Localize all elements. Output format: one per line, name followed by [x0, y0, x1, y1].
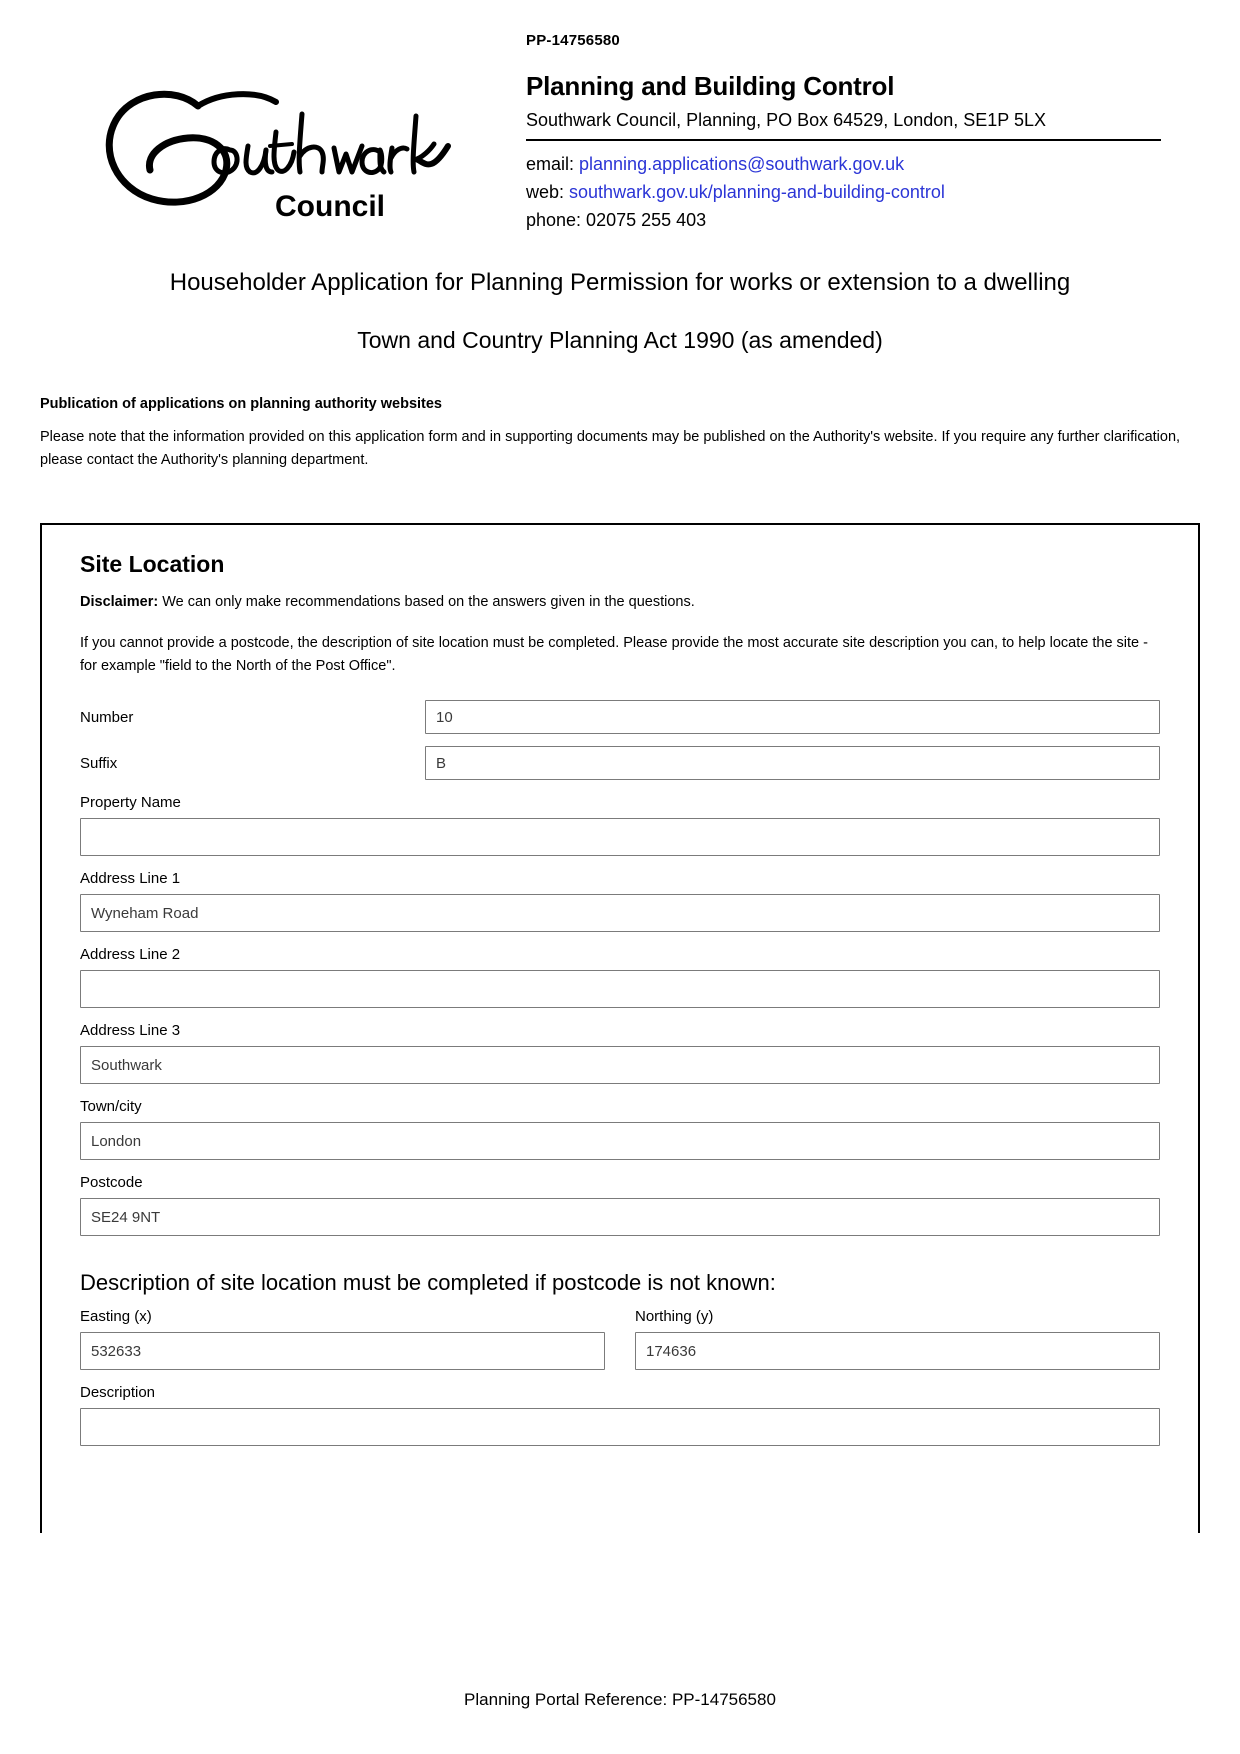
easting-input[interactable]: 532633	[80, 1332, 605, 1370]
header-address: Southwark Council, Planning, PO Box 64529, London, SE1P 5LX	[526, 110, 1047, 130]
footer-reference: Planning Portal Reference: PP-14756580	[464, 1690, 776, 1709]
address-line-2-input[interactable]	[80, 970, 1160, 1008]
address-line-1-input[interactable]: Wyneham Road	[80, 894, 1160, 932]
address-line-2-label: Address Line 2	[80, 946, 181, 964]
description-input[interactable]	[80, 1408, 1160, 1446]
easting-label: Easting (x)	[80, 1308, 152, 1326]
section-title: Site Location	[80, 551, 225, 578]
site-description-heading: Description of site location must be completed if postcode is not known:	[80, 1270, 776, 1296]
easting-group	[80, 1308, 605, 1370]
address-line-3-label: Address Line 3	[80, 1022, 181, 1040]
northing-group	[635, 1308, 1160, 1370]
email-label: email:	[526, 154, 580, 174]
document-title: Householder Application for Planning Permission for works or extension to a dwelling	[169, 269, 1071, 297]
header-divider	[526, 139, 1161, 141]
address-line-3-input[interactable]: Southwark	[80, 1046, 1160, 1084]
header-web-line	[526, 179, 1200, 205]
northing-input[interactable]: 174636	[635, 1332, 1160, 1370]
number-row	[80, 700, 1160, 734]
web-link[interactable]: southwark.gov.uk/planning-and-building-control	[569, 182, 945, 203]
disclaimer	[80, 592, 1160, 614]
postcode-label: Postcode	[80, 1174, 143, 1192]
publication-heading: Publication of applications on planning authority websites	[40, 396, 442, 413]
town-city-label: Town/city	[80, 1098, 142, 1116]
header-phone-line: phone: 02075 255 403	[526, 210, 707, 231]
number-input[interactable]: 10	[425, 700, 1160, 734]
pp-reference: PP-14756580	[526, 32, 620, 49]
site-location-section	[40, 523, 1200, 1533]
number-label: Number	[80, 708, 134, 726]
coordinates-row	[80, 1308, 1160, 1370]
northing-label: Northing (y)	[635, 1308, 714, 1326]
publication-body: Please note that the information provided on this application form and in supporting documents may be published on the Authority's website. If you require any further clarification, please contact the Authority's planning department.	[40, 429, 1181, 468]
disclaimer-label: Disclaimer:	[80, 594, 159, 611]
property-name-input[interactable]	[80, 818, 1160, 856]
postcode-input[interactable]: SE24 9NT	[80, 1198, 1160, 1236]
council-logo	[40, 26, 520, 224]
document-subtitle: Town and Country Planning Act 1990 (as amended)	[357, 327, 883, 354]
header-email-line	[526, 151, 1200, 177]
southwark-logo-graphic	[80, 54, 470, 224]
description-label: Description	[80, 1384, 156, 1402]
web-label: web:	[526, 182, 570, 203]
document-header	[40, 26, 1200, 235]
header-contact-block	[520, 26, 1200, 235]
property-name-label: Property Name	[80, 794, 181, 812]
disclaimer-text: We can only make recommendations based on the answers given in the questions.	[158, 594, 695, 611]
suffix-label: Suffix	[80, 754, 118, 772]
suffix-row	[80, 746, 1160, 780]
header-title: Planning and Building Control	[526, 71, 895, 101]
town-city-input[interactable]: London	[80, 1122, 1160, 1160]
svg-text:Council: Council	[275, 190, 385, 223]
address-line-1-label: Address Line 1	[80, 870, 181, 888]
email-link[interactable]: planning.applications@southwark.gov.uk	[579, 154, 905, 174]
suffix-input[interactable]: B	[425, 746, 1160, 780]
postcode-note: If you cannot provide a postcode, the description of site location must be completed. Please provide the most accurate site description you can, to help locate the site - for example "field to the North of the Post Office".	[80, 634, 1148, 675]
